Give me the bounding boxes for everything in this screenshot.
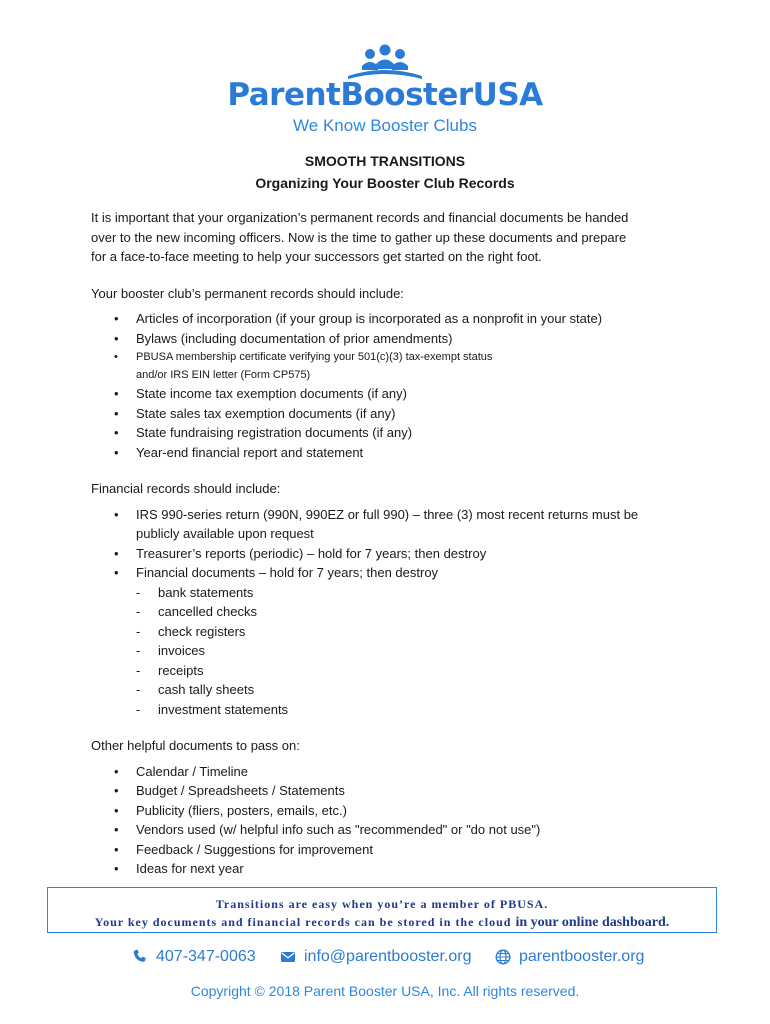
sublist-item: - investment statements — [136, 701, 289, 717]
page-subtitle: Organizing Your Booster Club Records — [255, 175, 515, 191]
list-item: • Vendors used (w/ helpful info such as "recommended" or "do not use") — [114, 822, 541, 837]
list-item-continuation: publicly available upon request — [136, 526, 314, 541]
website-contact[interactable] — [495, 948, 644, 966]
sublist-item: - cancelled checks — [136, 604, 257, 619]
callout-line: Transitions are easy when you’re a member of PBUSA. — [215, 897, 549, 911]
phone-number: 407-347-0063 — [156, 948, 256, 965]
list-item: • Budget / Spreadsheets / Statements — [114, 783, 345, 798]
list-item: • State fundraising registration documents (if any) — [114, 425, 413, 440]
sublist-item: - check registers — [136, 623, 246, 639]
page-title: SMOOTH TRANSITIONS — [304, 153, 466, 169]
financial-records-list — [91, 505, 691, 583]
list-item: • State sales tax exemption documents (if any) — [114, 405, 396, 421]
callout-line: Your key documents and financial records can be stored in the cloud in your online dashboard. — [94, 915, 670, 930]
list-item: • Publicity (fliers, posters, emails, etc.) — [114, 802, 347, 818]
intro-line: for a face-to-face meeting to help your successors get started on the right foot. — [91, 249, 542, 264]
permanent-records-heading: Your booster club’s permanent records should include: — [91, 285, 404, 301]
intro-line: over to the new incoming officers. Now is the time to gather up these documents and prepare — [91, 229, 627, 245]
financial-records-heading: Financial records should include: — [91, 481, 281, 496]
list-item-continuation: and/or IRS EIN letter (Form CP575) — [136, 369, 311, 381]
permanent-records-list — [91, 309, 691, 462]
list-item: • Year-end financial report and statement — [114, 444, 364, 460]
logo — [0, 42, 770, 136]
list-item: • State income tax exemption documents (if any) — [114, 386, 407, 401]
list-item: • Articles of incorporation (if your group is incorporated as a nonprofit in your state) — [114, 311, 603, 326]
tagline: We Know Booster Clubs — [293, 116, 477, 135]
sublist-item: - invoices — [136, 643, 205, 658]
list-item: • Bylaws (including documentation of prior amendments) — [114, 330, 453, 346]
list-item: • PBUSA membership certificate verifying your 501(c)(3) tax-exempt status — [114, 351, 493, 363]
people-icon — [340, 42, 430, 82]
page-heading — [0, 150, 770, 194]
sublist-item: - receipts — [136, 662, 204, 678]
list-item: • Feedback / Suggestions for improvement — [114, 841, 374, 857]
list-item: • Ideas for next year — [114, 861, 244, 876]
other-documents-list — [91, 762, 691, 879]
list-item: • IRS 990-series return (990N, 990EZ or full 990) – three (3) most recent returns must be — [114, 506, 639, 522]
other-documents-heading: Other helpful documents to pass on: — [91, 738, 300, 753]
list-item: • Calendar / Timeline — [114, 763, 248, 779]
email-contact[interactable] — [280, 948, 471, 966]
copyright-notice: Copyright © 2018 Parent Booster USA, Inc. All rights reserved. — [190, 983, 580, 999]
sublist-item: - bank statements — [136, 584, 254, 600]
globe-icon — [495, 949, 511, 965]
contact-bar — [0, 948, 770, 974]
phone-icon — [132, 949, 148, 965]
email-address: info@parentbooster.org — [304, 948, 472, 965]
list-item: • Treasurer’s reports (periodic) – hold for 7 years; then destroy — [114, 545, 487, 561]
phone-contact[interactable] — [132, 948, 256, 966]
financial-documents-sublist — [91, 583, 691, 720]
membership-callout — [47, 887, 717, 933]
website-url: parentbooster.org — [519, 948, 645, 965]
list-item: • Financial documents – hold for 7 years; then destroy — [114, 565, 439, 580]
brand-wordmark: ParentBoosterUSA — [227, 77, 543, 113]
document-body — [91, 208, 691, 879]
intro-line: It is important that your organization’s permanent records and financial documents be handed — [91, 210, 629, 225]
envelope-icon — [280, 949, 296, 965]
sublist-item: - cash tally sheets — [136, 682, 255, 697]
